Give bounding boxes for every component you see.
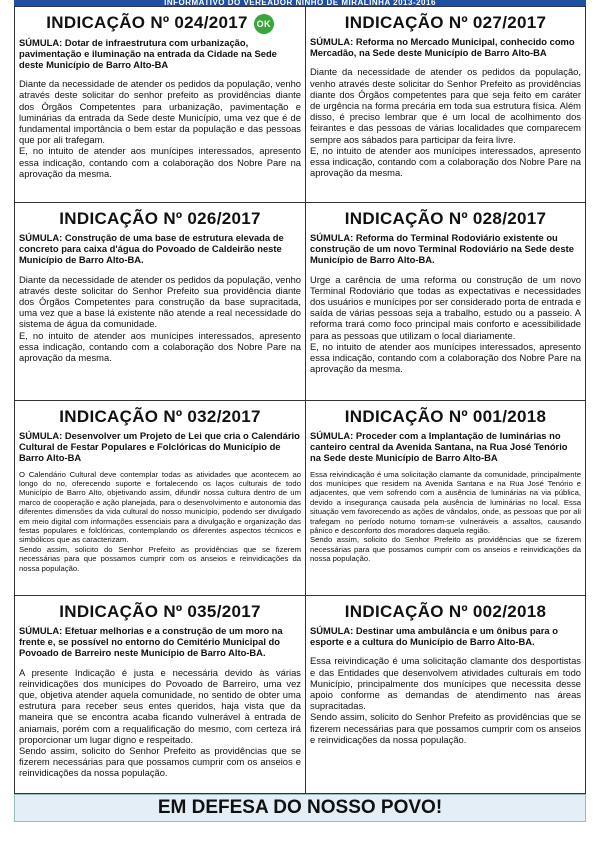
indicacao-sumula: SÚMULA: Reforma no Mercado Municipal, conhecido como Mercadão, na Sede deste Município de Barro Alto-BA xyxy=(310,36,575,59)
indicacao-027-2017 xyxy=(306,7,585,202)
indicacao-body: Essa reivindicação é uma solicitação clamante dos desportistas e das Entidades que desenvolvem atividades culturais em todo Município, principalmente dos munícipes que necessita desse apoio conforme as demandas de atendimento nas áreas supracitadas. Sendo assim, solicito do Senhor Prefeito as providências que se fizerem necessárias para que possamos cumprir com os anseios e reinvidicações da nossa população. xyxy=(310,655,581,745)
indicacao-title: INDICAÇÃO Nº 024/2017 OK xyxy=(19,13,301,34)
indicacao-body: Urge a carência de uma reforma ou construção de um novo Terminal Rodoviário que todas as expectativas e necessidades dos usuários e munícipes por ser considerado porta de entrada e saída de várias pessoas seja a trabalho, estudo ou a passeio. A reforma trará como foco principal mais conforto e acessibilidade para as pessoas que utilizam o local diariamente. E, no intuito de atender aos munícipes interessados, apresento essa indicação, contando com a colaboração dos Nobre Pare na aprovação da mesma. xyxy=(310,273,581,375)
indicacao-title: INDICAÇÃO Nº 027/2017 xyxy=(344,13,547,32)
indicacao-sumula: SÚMULA: Destinar uma ambulância e um ônibus para o esporte e a cultura do Município de Barro Alto-BA. xyxy=(310,625,558,648)
footer-slogan-bar xyxy=(14,794,586,822)
indicacao-sumula: SÚMULA: Efetuar melhorias e a construção de um moro na frente e, se possível no entorno do Cemitério Municipal do Povoado de Barreiro neste Município de Barro Alto-BA. xyxy=(19,625,283,659)
indicacao-body: Diante da necessidade de atender os pedidos da população, venho através deste solicitar do Senhor Prefeito as providências diante dos Órgãos competentes para que seja feito em caráter de urgência na forma precária em toda sua estrutura física. Além disso, é preciso lembrar que é um local de acolhimento dos feirantes e das pessoas de várias localidades que comparecem sempre aos sábados para participar da feira livre. E, no intuito de atender aos munícipes interessados, apresento essa indicação, contando com a colaboração dos Nobre Pare na aprovação da mesma. xyxy=(310,66,581,179)
indicacao-title: INDICAÇÃO Nº 035/2017 xyxy=(59,602,261,621)
indicacao-sumula: SÚMULA: Dotar de infraestrutura com urbanização, pavimentação e iluminação na entrada da Cidade na Sede deste Município de Barro Alto-BA xyxy=(19,36,277,70)
indicacao-sumula: SÚMULA: Proceder com a Implantação de luminárias no canteiro central da Avenida Santana, na Rua José Tenório na Sede deste Município de Barro Alto-BA xyxy=(310,430,568,464)
indicacao-body: Diante da necessidade de atender os pedidos da população, venho através deste solicitar do senhor prefeito as providências diante dos Órgãos Competentes para urbanização, pavimentação e luminárias da entrada da Sede deste Município, uma vez que é de fundamental importância o bem estar da população e das pessoas que por ali trafegam. E, no intuito de atender aos munícipes interessados, apresento essa indicação, contando com a colaboração dos Nobre Pare na aprovação da mesma. xyxy=(19,78,301,179)
indicacao-024-2017 xyxy=(15,7,305,202)
header-band-text: INFORMATIVO DO VEREADOR NINHO DE MIRALINHA 2013-2016 xyxy=(164,0,436,6)
indicacao-002-2018 xyxy=(306,596,585,793)
indicacao-sumula: SÚMULA: Desenvolver um Projeto de Lei que cria o Calendário Cultural de Festar Populares e Folclóricas do Município de Barro Alto-BA xyxy=(19,430,300,464)
indicacao-001-2018 xyxy=(306,401,585,595)
indicacao-title: INDICAÇÃO Nº 026/2017 xyxy=(59,209,261,228)
indicacao-body: Essa reivindicação é uma solicitação clamante da comunidade, principalmente dos munícipes que residem na Avenida Santana e na Rua José Tenório e adjacentes, que vem sofrendo com a ausência de luminárias na via pública, devido a insegurança causada pela ausência de luminárias no local. Essa situação vem favorecendo as ações de vândalos, onde, as pessoas que por ali trafegam no período noturno tornam-se vulneráveis a assaltos, causando pânico e desconforto dos moradores daquela região. Sendo assim, solicito do Senhor Prefeito as providências que se fizerem necessárias para que possamos cumprir com os anseios e reinvidicações da nossa população. xyxy=(310,469,581,564)
indicacao-title: INDICAÇÃO Nº 032/2017 xyxy=(59,407,261,426)
indicacao-body: A presente Indicação é justa e necessária devido às várias reinvidicações dos munícipes do Povoado de Barreiro, uma vez que, objetiva atender aquela comunidade, no sentido de obter uma estrutura para receber seus entes queridos, haja vista que da maneira que se encontra acaba ficando vulnerável à entrada de aniamais, porém com a requalificação do mesmo, com certeza irá proporcionar um lugar digno e respeitado. Sendo assim, solicito do Senhor Prefeito as providências que se fizerem necessárias para que possamos cumprir com os anseios e reinvidicações da nossa população. xyxy=(19,666,301,779)
indicacao-026-2017 xyxy=(15,203,305,400)
document-grid xyxy=(14,6,586,794)
indicacao-sumula: SÚMULA: Construção de uma base de estrutura elevada de concreto para caixa d'água do Povoado de Caldeirão neste Município de Barro Alto-BA. xyxy=(19,232,284,266)
indicacao-035-2017 xyxy=(15,596,305,793)
footer-slogan: EM DEFESA DO NOSSO POVO! xyxy=(157,797,443,818)
indicacao-028-2017 xyxy=(306,203,585,400)
indicacao-032-2017 xyxy=(15,401,305,595)
ok-badge-icon: OK xyxy=(254,14,274,34)
indicacao-body: Diante da necessidade de atender os pedidos da população, venho através deste solicitar do Senhor Prefeito sua providência diante dos Órgãos Competentes para construção da base supracitada, uma vez que a base lá existente não atende a real necessidade do sistema de água da comunidade. E, no intuito de atender aos munícipes interessados, apresento essa indicação, contando com a colaboração dos Nobre Pare na aprovação da mesma. xyxy=(19,273,301,364)
indicacao-body: O Calendário Cultural deve contemplar todas as atividades que acontecem ao longo do no, oferecendo suporte e fortalecendo os laços culturais de todo Município de Barro Alto, objetivando assim, difundir nossa cultura dentro de um marco de cooperação e ação planejada, para o desenvolvimento e autonomia das diferentes dimensões da vida cultural do nosso município, podendo ser divulgado em meio digital com informações essenciais para a divulgação e organização das festas populares e folclóricas, contemplando os diferentes aspectos técnicos e simbólicos que as caracterizam. Sendo assim, solicito do Senhor Prefeito as providências que se fizerem necessárias para que possamos cumprir com os anseios e reinvidicações da nossa população. xyxy=(19,469,301,573)
indicacao-title: INDICAÇÃO Nº 028/2017 xyxy=(344,209,547,228)
indicacao-title: INDICAÇÃO Nº 002/2018 xyxy=(344,602,547,621)
indicacao-sumula: SÚMULA: Reforma do Terminal Rodoviário existente ou construção de um novo Terminal Rodoviário na Sede deste Município de Barro Alto-BA. xyxy=(310,232,574,266)
indicacao-title: INDICAÇÃO Nº 001/2018 xyxy=(344,407,547,426)
